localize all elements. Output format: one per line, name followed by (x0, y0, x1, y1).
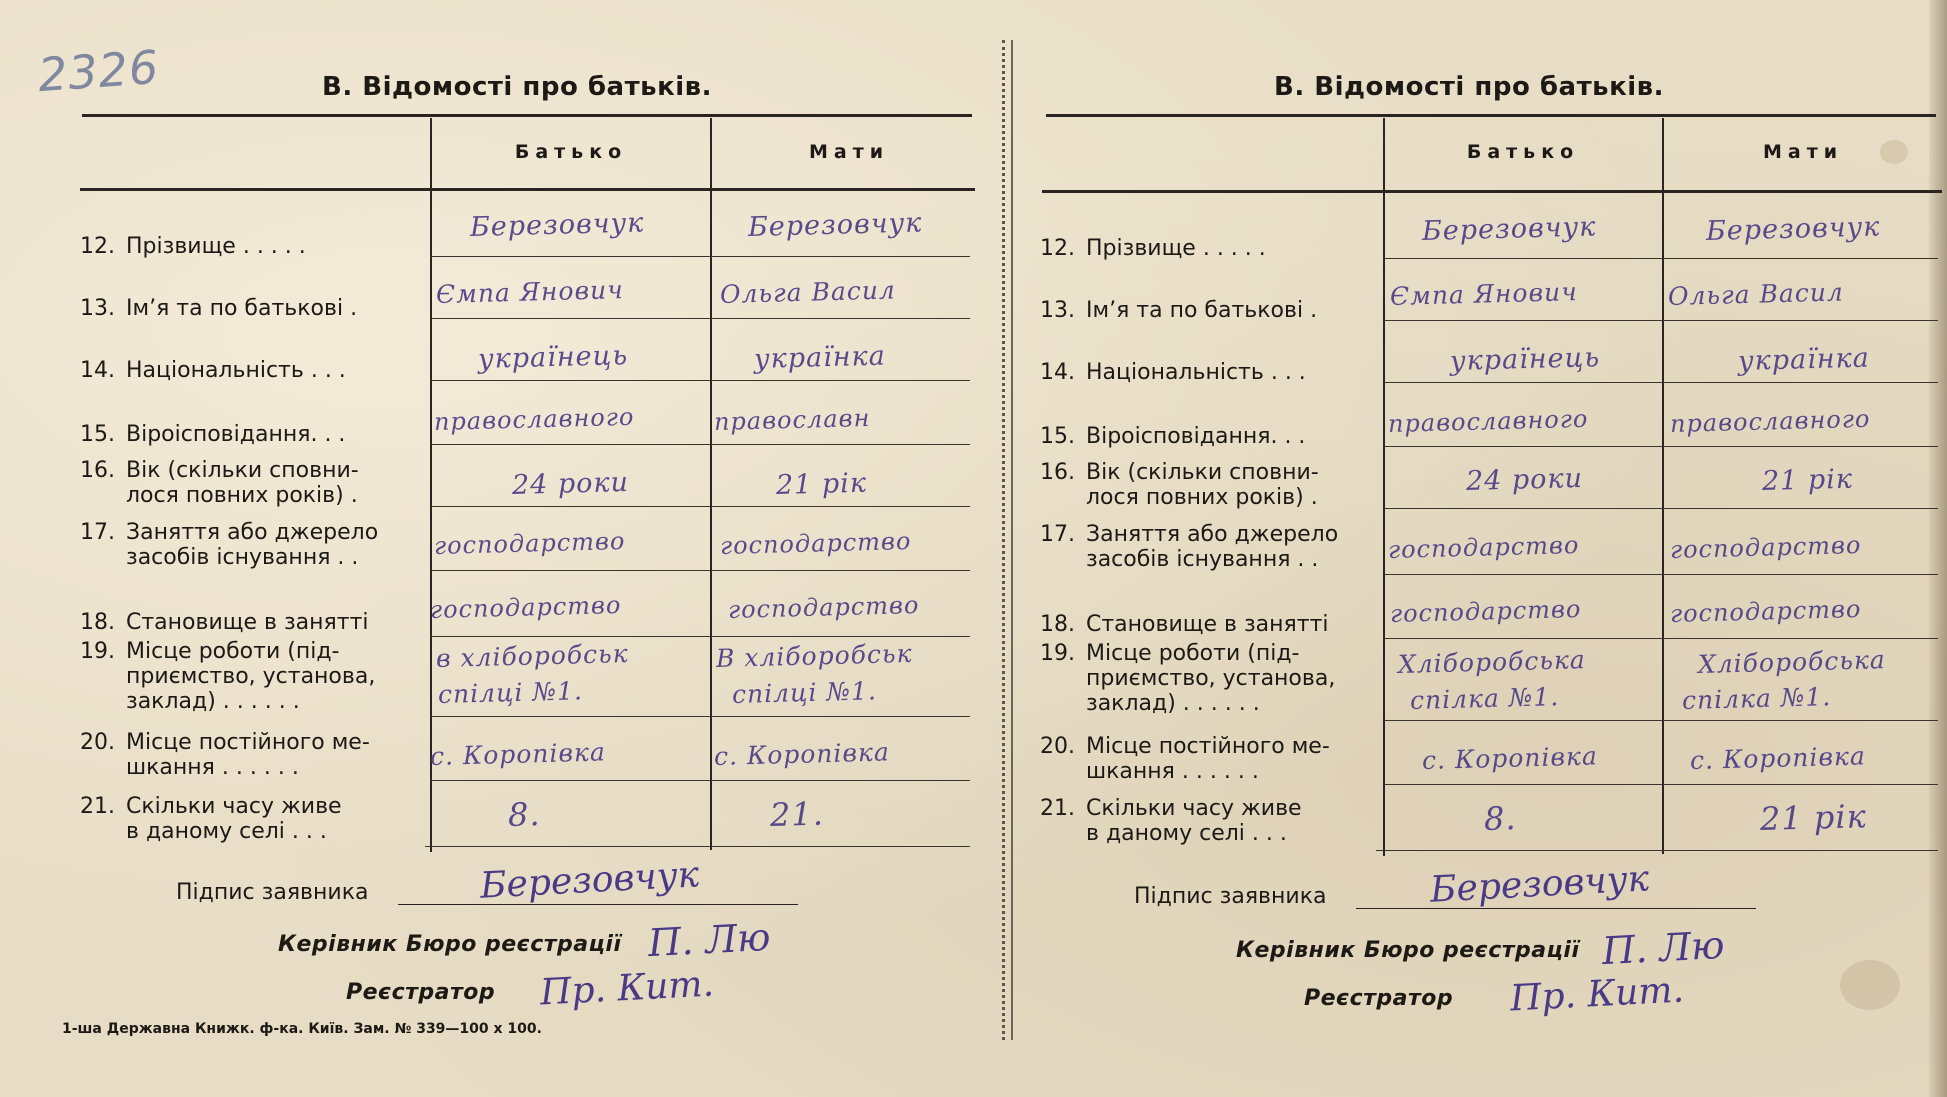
father-residence: с. Коропівка (429, 737, 607, 771)
mother-column-header: Мати (1762, 141, 1844, 163)
cell-line (430, 570, 970, 571)
right-form (1010, 0, 1947, 1097)
cell-line (1383, 258, 1938, 259)
head-label: Керівник Бюро реєстрації (278, 932, 622, 957)
mother-religion: православного (1669, 404, 1871, 438)
mother-residence: с. Коропівка (1689, 741, 1867, 775)
mother-workplace-2: спілка №1. (1681, 682, 1832, 715)
mother-position: господарство (727, 590, 920, 624)
father-workplace-2: спілці №1. (437, 676, 584, 709)
row-label-16: 16. Вік (скільки сповни- лося повних років) . (80, 458, 359, 508)
mother-name: Ольга Васил (1667, 277, 1845, 311)
applicant-signature-label: Підпис заявника (176, 880, 369, 905)
mother-age: 21 рік (1761, 463, 1854, 497)
row-label-17: 17. Заняття або джерело засобів існування . . (80, 520, 379, 570)
mother-column-header: Мати (808, 141, 890, 163)
father-position: господарство (429, 590, 622, 624)
mother-nationality: українка (753, 340, 887, 375)
row-label-12: 12. Прізвище . . . . . (80, 234, 306, 259)
form-title: В. Відомості про батьків. (322, 72, 712, 102)
top-rule (1046, 114, 1936, 117)
row-label-12: 12. Прізвище . . . . . (1040, 236, 1266, 261)
mother-religion: православн (713, 403, 871, 436)
cell-line (1383, 382, 1938, 383)
cell-line (430, 636, 970, 637)
cell-line (425, 846, 970, 847)
father-position: господарство (1389, 594, 1582, 628)
cell-line (430, 780, 970, 781)
father-occupation: господарство (433, 526, 626, 560)
signature-line (398, 904, 798, 905)
printer-note: 1-ша Державна Книжк. ф-ка. Київ. Зам. № 339—100 x 100. (62, 1021, 542, 1037)
top-rule (82, 114, 972, 117)
mother-residence: с. Коропівка (713, 737, 891, 771)
cell-line (430, 318, 970, 319)
row-label-15: 15. Віроісповідання. . . (1040, 424, 1306, 449)
mother-position: господарство (1669, 594, 1862, 628)
cell-line (1383, 446, 1938, 447)
mother-nationality: українка (1737, 342, 1871, 377)
father-name: Ємпа Янович (435, 275, 625, 309)
cell-line (1383, 784, 1938, 785)
father-religion: православного (1387, 404, 1589, 438)
row-label-14: 14. Національність . . . (1040, 360, 1306, 385)
cell-line (1383, 320, 1938, 321)
cell-line (430, 380, 970, 381)
row-label-20: 20. Місце постійного ме- шкання . . . . . . (1040, 734, 1330, 784)
father-occupation: господарство (1387, 530, 1580, 564)
row-label-17: 17. Заняття або джерело засобів існування . . (1040, 522, 1339, 572)
row-label-18: 18. Становище в занятті (1040, 612, 1329, 637)
applicant-signature: Березовчук (479, 854, 701, 907)
father-surname: Березовчук (1421, 211, 1597, 247)
head-label: Керівник Бюро реєстрації (1236, 938, 1580, 963)
registrar-signature: Пр. Кит. (539, 963, 715, 1014)
cell-line (430, 716, 970, 717)
form-title: В. Відомості про батьків. (1274, 72, 1664, 102)
column-divider (710, 118, 712, 850)
mother-workplace-1: В хліборобськ (715, 638, 913, 673)
row-label-14: 14. Національність . . . (80, 358, 346, 383)
father-religion: православного (433, 402, 635, 436)
header-rule (1042, 190, 1942, 193)
father-column-header: Батько (1466, 141, 1580, 163)
mother-occupation: господарство (719, 526, 912, 560)
cell-line (1376, 850, 1938, 851)
row-label-21: 21. Скільки часу живе в даному селі . . . (1040, 796, 1302, 846)
column-divider (1662, 118, 1664, 854)
registrar-label: Реєстратор (1304, 986, 1454, 1011)
row-label-16: 16. Вік (скільки сповни- лося повних років) . (1040, 460, 1319, 510)
mother-duration: 21 рік (1759, 797, 1868, 838)
mother-surname: Березовчук (1705, 211, 1881, 247)
registrar-label: Реєстратор (346, 980, 496, 1005)
father-workplace-1: в хліборобськ (435, 638, 630, 673)
father-nationality: українець (477, 340, 629, 375)
mother-surname: Березовчук (747, 207, 923, 243)
row-label-15: 15. Віроісповідання. . . (80, 422, 346, 447)
cell-line (430, 444, 970, 445)
head-signature: П. Лю (1600, 922, 1726, 974)
father-workplace-2: спілка №1. (1409, 682, 1560, 715)
cell-line (1383, 574, 1938, 575)
father-column-header: Батько (514, 141, 628, 163)
row-label-19: 19. Місце роботи (під- приємство, установа, заклад) . . . . . . (1040, 641, 1336, 716)
cell-line (1383, 638, 1938, 639)
mother-workplace-1: Хліборобська (1697, 645, 1887, 679)
father-age: 24 роки (1465, 462, 1584, 497)
cell-line (430, 506, 970, 507)
row-label-19: 19. Місце роботи (під- приємство, установа, заклад) . . . . . . (80, 639, 376, 714)
registrar-signature: Пр. Кит. (1509, 969, 1685, 1020)
applicant-signature-label: Підпис заявника (1134, 884, 1327, 909)
mother-name: Ольга Васил (719, 275, 897, 309)
mother-age: 21 рік (775, 467, 868, 501)
row-label-20: 20. Місце постійного ме- шкання . . . . . . (80, 730, 370, 780)
father-duration: 8. (1483, 799, 1518, 838)
father-name: Ємпа Янович (1389, 277, 1579, 311)
father-surname: Березовчук (469, 207, 645, 243)
father-residence: с. Коропівка (1421, 741, 1599, 775)
mother-workplace-2: спілці №1. (731, 676, 878, 709)
row-label-21: 21. Скільки часу живе в даному селі . . . (80, 794, 342, 844)
column-divider (1383, 118, 1385, 856)
cell-line (1383, 508, 1938, 509)
cell-line (430, 256, 970, 257)
father-duration: 8. (507, 795, 542, 834)
cell-line (1383, 720, 1938, 721)
row-label-13: 13. Ім’я та по батькові . (1040, 298, 1318, 323)
father-workplace-1: Хліборобська (1397, 645, 1587, 679)
mother-occupation: господарство (1669, 530, 1862, 564)
header-rule (80, 188, 975, 191)
father-age: 24 роки (511, 466, 630, 501)
row-label-13: 13. Ім’я та по батькові . (80, 296, 358, 321)
row-label-18: 18. Становище в занятті (80, 610, 369, 635)
father-nationality: українець (1449, 342, 1601, 377)
page-number: 2326 (36, 39, 161, 103)
mother-duration: 21. (769, 794, 825, 834)
applicant-signature: Березовчук (1429, 858, 1651, 911)
head-signature: П. Лю (646, 914, 772, 966)
signature-line (1356, 908, 1756, 909)
